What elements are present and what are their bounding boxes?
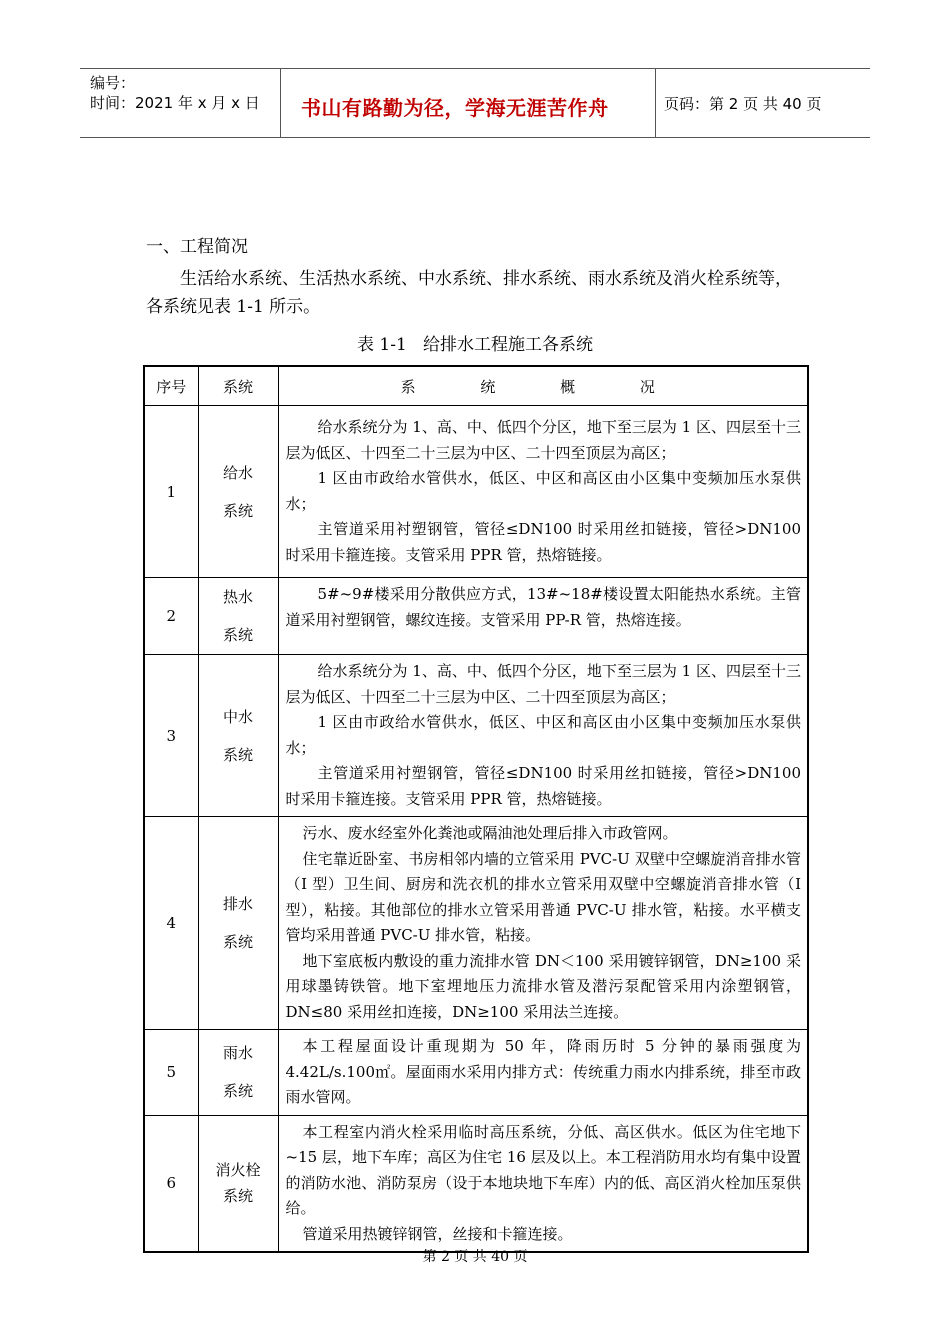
system-description	[278, 1115, 808, 1252]
system-name	[198, 1030, 278, 1116]
system-name	[198, 406, 278, 578]
header-cell-overview: 系 统 概 况	[278, 366, 808, 406]
description-paragraph: 住宅靠近卧室、书房相邻内墙的立管采用 PVC-U 双壁中空螺旋消音排水管（I 型）卫生间、厨房和洗衣机的排水立管采用双壁中空螺旋消音排水管（I 型），粘接。其他部位的排水立管采用普通 PVC-U 排水管，粘接。水平横支管均采用普通 PVC-U 排水管，粘接。	[285, 849, 801, 944]
description-paragraph: 地下室底板内敷设的重力流排水管 DN＜100 采用镀锌钢管，DN≥100 采用球墨铸铁管。地下室埋地压力流排水管及潜污泵配管采用内涂塑钢管，DN≤80 采用丝扣连接，DN≥100 采用法兰连接。	[285, 951, 801, 1021]
description-paragraph: 给水系统分为 1、高、中、低四个分区，地下至三层为 1 区、四层至十三层为低区、十四至二十三层为中区、二十四至顶层为高区；	[285, 418, 801, 462]
description-paragraph: 1 区由市政给水管供水，低区、中区和高区由小区集中变频加压水泵供水；	[285, 713, 801, 757]
header-cell-system: 系统	[198, 366, 278, 406]
description-paragraph: 本工程屋面设计重现期为 50 年，降雨历时 5 分钟的暴雨强度为 4.42L/s.100㎡。屋面雨水采用内排方式：传统重力雨水内排系统，排至市政雨水管网。	[285, 1037, 801, 1106]
description-paragraph: 给水系统分为 1、高、中、低四个分区，地下至三层为 1 区、四层至十三层为低区、十四至二十三层为中区、二十四至顶层为高区；	[285, 662, 801, 706]
row-number: 3	[144, 655, 198, 817]
system-name-line: 系统	[222, 501, 253, 520]
description-paragraph: 5#~9#楼采用分散供应方式，13#~18#楼设置太阳能热水系统。主管道采用衬塑钢管，螺纹连接。支管采用 PP-R 管，热熔连接。	[285, 585, 801, 629]
system-name	[198, 655, 278, 817]
header-page-cell	[655, 69, 870, 137]
row-number: 5	[144, 1030, 198, 1116]
number-label: 编号：	[90, 74, 136, 92]
system-description	[278, 655, 808, 817]
table-row	[144, 578, 808, 655]
system-name-line: 系统	[222, 745, 253, 764]
system-name-line: 中水	[222, 707, 253, 726]
row-number: 1	[144, 406, 198, 578]
row-number: 6	[144, 1115, 198, 1252]
row-number: 4	[144, 817, 198, 1030]
description-paragraph: 本工程室内消火栓采用临时高压系统，分低、高区供水。低区为住宅地下~15 层，地下车库；高区为住宅 16 层及以上。本工程消防用水均有集中设置的消防水池、消防泵房（设于本地块地下车库）内的低、高区消火栓加压泵供给。	[285, 1122, 801, 1217]
system-description	[278, 1030, 808, 1116]
system-name	[198, 578, 278, 655]
system-name-line: 给水	[222, 463, 253, 482]
table-row	[144, 406, 808, 578]
system-description	[278, 578, 808, 655]
page-info: 页码：第 2 页 共 40 页	[664, 95, 822, 113]
system-name-line: 系统	[222, 1082, 253, 1101]
system-name-line: 热水	[222, 588, 253, 606]
table-row	[144, 1030, 808, 1116]
section-title: 一、工程简况	[146, 237, 248, 257]
page-footer: 第 2 页 共 40 页	[422, 1249, 528, 1265]
description-paragraph: 1 区由市政给水管供水，低区、中区和高区由小区集中变频加压水泵供水；	[285, 469, 801, 513]
description-paragraph: 主管道采用衬塑钢管，管径≤DN100 时采用丝扣链接，管径>DN100 时采用卡箍连接。支管采用 PPR 管，热熔链接。	[285, 764, 801, 808]
motto: 书山有路勤为径，学海无涯苦作舟	[301, 96, 609, 120]
table-row	[144, 1115, 808, 1252]
system-description	[278, 406, 808, 578]
system-description	[278, 817, 808, 1030]
date-line: 时间：2021 年 x 月 x 日	[90, 94, 260, 112]
system-name-line: 系统	[222, 1187, 253, 1206]
header-motto-cell	[280, 69, 656, 137]
header-cell-no: 序号	[144, 366, 198, 406]
table-row	[144, 817, 808, 1030]
system-name	[198, 817, 278, 1030]
row-number: 2	[144, 578, 198, 655]
system-name-line: 系统	[222, 933, 253, 951]
system-name-line: 雨水	[222, 1044, 253, 1063]
description-paragraph: 管道采用热镀锌钢管，丝接和卡箍连接。	[302, 1224, 573, 1243]
systems-table	[143, 365, 809, 1253]
description-paragraph: 主管道采用衬塑钢管，管径≤DN100 时采用丝扣链接，管径>DN100 时采用卡箍连接。支管采用 PPR 管，热熔链接。	[285, 520, 801, 564]
page-header	[80, 68, 870, 138]
intro-paragraph: 生活给水系统、生活热水系统、中水系统、排水系统、雨水系统及消火栓系统等，各系统见表 1-1 所示。	[146, 269, 792, 317]
description-paragraph: 污水、废水经室外化粪池或隔油池处理后排入市政管网。	[302, 824, 678, 842]
table-caption: 表 1-1 给排水工程施工各系统	[357, 335, 593, 355]
system-name-line: 系统	[222, 626, 253, 644]
system-name	[198, 1115, 278, 1252]
table-row	[144, 655, 808, 817]
table-header-row	[144, 366, 808, 406]
header-meta	[80, 69, 280, 137]
system-name-line: 消火栓	[215, 1161, 261, 1180]
system-name-line: 排水	[222, 895, 253, 913]
